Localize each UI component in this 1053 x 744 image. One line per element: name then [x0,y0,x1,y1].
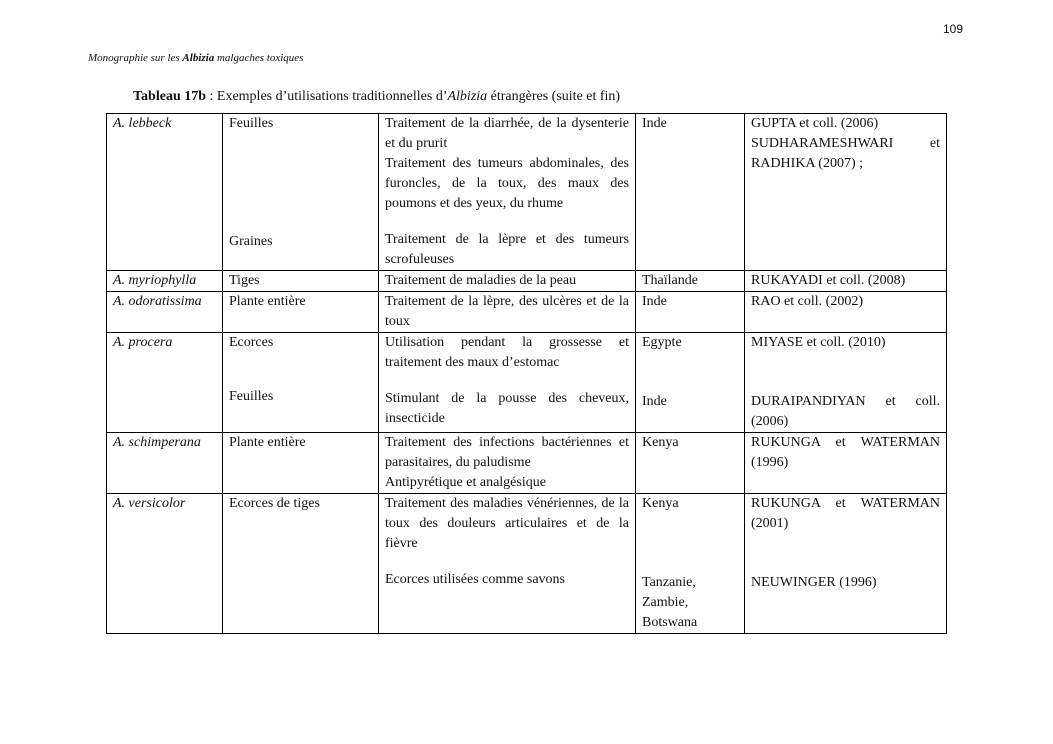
country-text: Inde [642,116,667,131]
part-text: Graines [229,234,273,249]
parts-cell [223,333,379,433]
table-row [107,271,947,292]
uses-cell [379,433,636,494]
page-number: 109 [942,22,963,36]
caption-label: Tableau 17b [133,89,207,104]
country-text: Egypte [642,335,682,350]
running-header-suffix: malgaches toxiques [214,52,304,64]
table-row [107,333,947,433]
country-text: Botswana [642,615,698,630]
running-header-genus: Albizia [182,52,215,64]
caption-text-before: : Exemples d’utilisations traditionnelles d’ [206,89,448,104]
parts-cell [223,114,379,271]
country-text: Kenya [642,496,679,511]
species-cell: A. schimperana [107,433,223,494]
species-cell: A. procera [107,333,223,433]
use-text: Traitement de la lèpre et des tumeurs scrofuleuses [385,232,629,267]
use-text: Traitement des tumeurs abdominales, des furoncles, de la toux, des maux des poumons et des yeux, du rhume [385,156,629,211]
use-text: Utilisation pendant la grossesse et traitement des maux d’estomac [385,335,629,370]
uses-table [106,113,947,634]
species-cell: A. odoratissima [107,292,223,333]
species-cell: A. versicolor [107,494,223,634]
part-text: Ecorces [229,335,274,350]
country-cell: Thaïlande [636,271,745,292]
table-row [107,433,947,494]
reference-text: GUPTA et coll. (2006) [751,116,879,131]
uses-cell [379,333,636,433]
country-cell [636,494,745,634]
table-row [107,292,947,333]
use-text: Traitement de la diarrhée, de la dysenterie et du prurit [385,116,629,151]
reference-cell: RUKUNGA et WATERMAN (1996) [745,433,947,494]
country-text: Tanzanie, [642,575,696,590]
parts-cell: Tiges [223,271,379,292]
use-text: Stimulant de la pousse des cheveux, insecticide [385,391,629,426]
reference-cell: RAO et coll. (2002) [745,292,947,333]
country-text: Inde [642,394,667,409]
parts-cell: Ecorces de tiges [223,494,379,634]
country-cell: Kenya [636,433,745,494]
part-text: Feuilles [229,389,274,404]
reference-cell [745,494,947,634]
species-cell: A. lebbeck [107,114,223,271]
running-header-prefix: Monographie sur les [88,52,183,64]
caption-text-after: étrangères (suite et fin) [487,89,621,104]
uses-cell: Traitement de maladies de la peau [379,271,636,292]
country-cell [636,114,745,271]
reference-text: RUKUNGA et WATERMAN (2001) [751,496,940,531]
country-text: Zambie, [642,595,689,610]
use-text: Traitement des maladies vénériennes, de la toux des douleurs articulaires et de la fièvre [385,496,629,551]
part-text: Feuilles [229,116,274,131]
use-text: Traitement des infections bactériennes et parasitaires, du paludisme [385,435,629,470]
reference-text: SUDHARAMESHWARI et RADHIKA (2007) ; [751,136,940,171]
reference-text: DURAIPANDIYAN et coll. (2006) [751,394,940,429]
uses-cell: Traitement de la lèpre, des ulcères et de la toux [379,292,636,333]
reference-cell [745,333,947,433]
running-header [88,52,303,64]
table-caption [133,89,620,105]
parts-cell: Plante entière [223,292,379,333]
caption-genus: Albizia [447,89,488,104]
parts-cell: Plante entière [223,433,379,494]
reference-text: MIYASE et coll. (2010) [751,335,886,350]
species-cell: A. myriophylla [107,271,223,292]
reference-text: NEUWINGER (1996) [751,575,877,590]
use-text: Antipyrétique et analgésique [385,475,546,490]
use-text: Ecorces utilisées comme savons [385,572,566,587]
country-cell [636,333,745,433]
reference-cell: RUKAYADI et coll. (2008) [745,271,947,292]
uses-cell [379,114,636,271]
table-row [107,114,947,271]
reference-cell [745,114,947,271]
table-row [107,494,947,634]
country-cell: Inde [636,292,745,333]
uses-cell [379,494,636,634]
